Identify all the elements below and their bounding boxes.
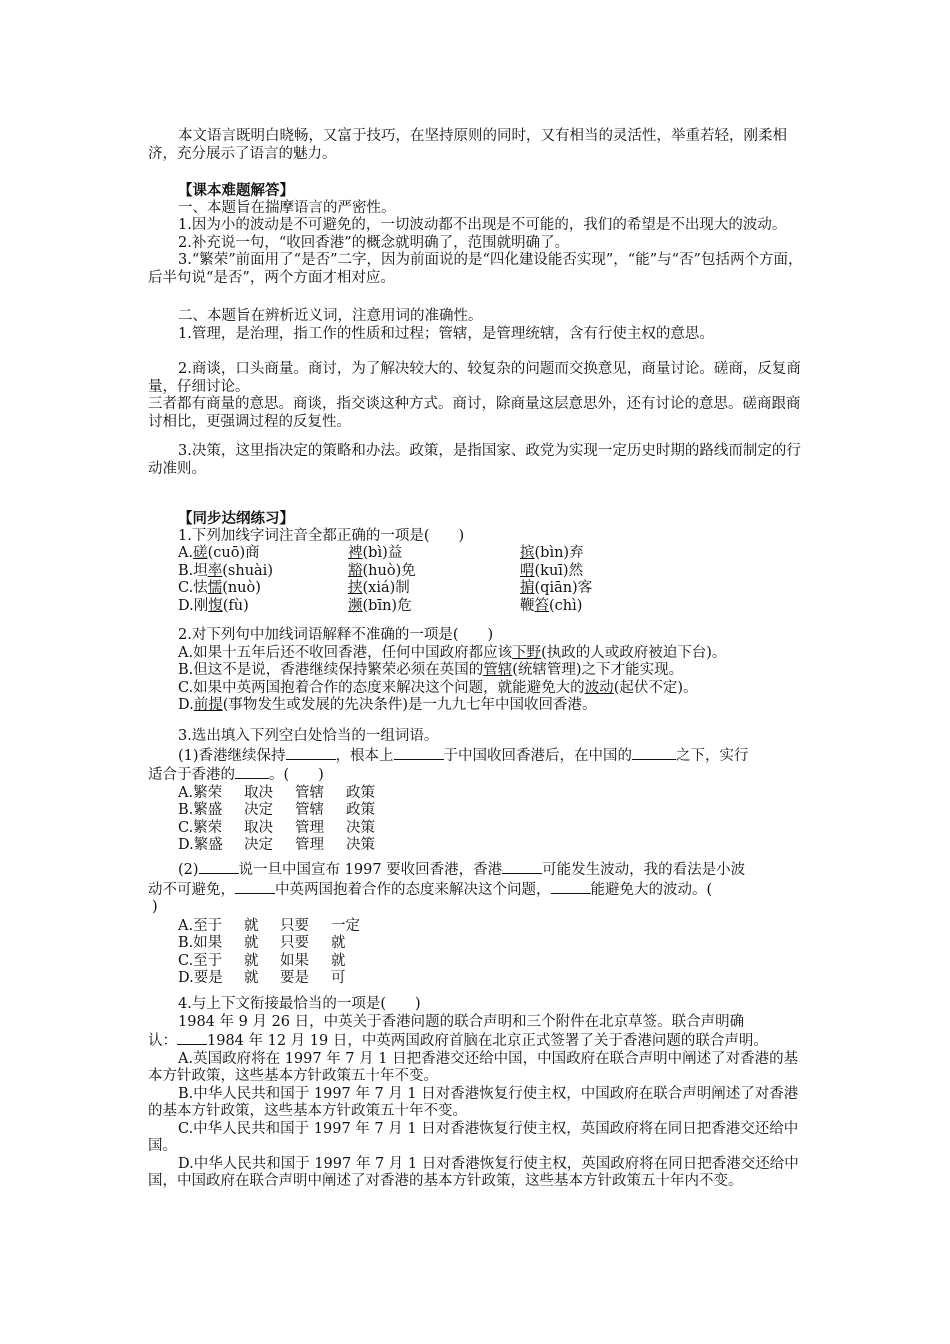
q2-option-d: D.前提(事物发生或发展的先决条件)是一九九七年中国收回香港。 [178,697,597,713]
q3-part1-option-c: C.繁荣 取决 管理 决策 [178,819,375,836]
q3-part2-option-d: D.要是 就 要是 可 [178,970,346,986]
q3-part2-line2: 动不可避免， 中英两国抱着合作的态度来解决这个问题， 能避免大的波动。( [148,881,713,898]
answers-q2-item-3: 3.决策，这里指决定的策略和办法。政策，是指国家、政党为实现一定历史时期的路线而制定的行动准则。 [148,443,801,477]
answers-section [148,182,808,287]
intro-paragraph: 本文语言既明白晓畅，又富于技巧，在坚持原则的同时，又有相当的灵活性，举重若轻，刚柔相济，充分展示了语言的魅力。 [148,128,787,162]
q4-option-d: D.中华人民共和国于 1997 年 7 月 1 日对香港恢复行使主权，英国政府将在同日把香港交还给中国，中国政府在联合声明中阐述了对香港的基本方针政策，这些基本方针政策五十年内不变。 [148,1155,799,1189]
answers-q1-item-3: 3.“繁荣”前面用了“是否”二字，因为前面说的是“四化建设能否实现”，“能”与“否”包括两个方面，后半句说“是否”，两个方面才相对应。 [148,252,803,286]
q3-part1-options [148,785,808,855]
intro-section [148,128,808,163]
q3-section [148,728,808,855]
q3-part1-option-a: A.繁荣 取决 管辖 政策 [178,784,375,801]
answers-q2-item-2b: 三者都有商量的意思。商谈，指交谈这种方式。商讨，除商量这层意思外，还有讨论的意思。磋商跟商讨相比，更强调过程的反复性。 [148,396,801,430]
q3-part1-option-d: D.繁盛 决定 管理 决策 [178,837,375,853]
q3-part2-section [148,860,808,988]
q4-option-b: B.中华人民共和国于 1997 年 7 月 1 日对香港恢复行使主权，中国政府在联合声明阐述了对香港的基本方针政策，这些基本方针政策五十年不变。 [148,1085,799,1119]
q4-context-line1: 1984 年 9 月 26 日，中英关于香港问题的联合声明和三个附件在北京草签。联合声明确 [178,1013,745,1030]
answers-q2-item-2a: 2.商谈，口头商量。商讨，为了解决较大的、较复杂的问题而交换意见，商量讨论。磋商，反复商量，仔细讨论。 [148,361,801,395]
q3-part2-option-b: B.如果 就 只要 就 [178,935,346,951]
q3-part1-line1: (1)香港继续保持 ，根本上 于中国收回香港后，在中国的 之下，实行 [178,747,749,764]
q2-option-b: B.但这不是说，香港继续保持繁荣必须在英国的管辖(统辖管理)之下才能实现。 [178,662,684,678]
answers-q2-item-3-section [148,443,808,478]
q3-part1-line2: 适合于香港的 。( ) [148,767,324,783]
q4-context-line2: 认： 1984 年 12 月 19 日，中英两国政府首脑在北京正式签署了关于香港问题的联合声明。 [148,1033,768,1049]
q1-options [148,545,808,615]
q4-option-c: C.中华人民共和国于 1997 年 7 月 1 日对香港恢复行使主权，英国政府将在同日把香港交还给中国。 [148,1120,799,1154]
q3-part2-option-a: A.至于 就 只要 一定 [178,917,360,934]
q3-part1-option-b: B.繁盛 决定 管辖 政策 [178,802,375,818]
q2-stem: 2.对下列句中加线词语解释不准确的一项是( ) [178,627,494,643]
q2-section [148,627,808,715]
q4-stem: 4.与上下文衔接最恰当的一项是( ) [178,996,421,1012]
q2-option-a: A.如果十五年后还不收回香港，任何中国政府都应该下野(执政的人或政府被迫下台)。 [178,644,727,661]
q1-option-a: A.磋(cuō)商 裨(bì)益 摈(bìn)弃 [178,545,584,561]
q4-section [148,996,808,1191]
q1-option-c: C.怯懦(nuò) 挟(xiá)制 掮(qiān)客 [178,580,593,596]
answers-q2-item-2-section [148,361,808,431]
answers-q1-title: 一、本题旨在揣摩语言的严密性。 [178,199,396,216]
q3-part2-line1: (2) 说一旦中国宣布 1997 要收回香港，香港 可能发生波动，我的看法是小波 [178,862,746,878]
answers-q2-item-1: 1.管理，是治理，指工作的性质和过程；管辖，是管理统辖，含有行使主权的意思。 [178,325,714,342]
q2-option-c: C.如果中英两国抱着合作的态度来解决这个问题，就能避免大的波动(起伏不定)。 [178,679,698,696]
q3-part2-line3: ) [152,899,158,915]
q1-stem: 1.下列加线字词注音全都正确的一项是( ) [178,527,465,544]
q1-option-d: D.刚愎(fù) 濒(bīn)危 鞭笞(chì) [178,597,583,614]
answers-q2-title: 二、本题旨在辨析近义词，注意用词的准确性。 [178,308,483,324]
answers-q1-item-2: 2.补充说一句，“收回香港”的概念就明确了，范围就明确了。 [178,234,570,251]
q1-option-b: B.坦率(shuài) 豁(huò)免 喟(kuī)然 [178,562,584,579]
q3-part2-options [148,918,808,988]
q3-part2-option-c: C.至于 就 如果 就 [178,952,346,969]
answers-heading: 【课本难题解答】 [178,182,294,199]
exercises-heading: 【同步达纲练习】 [178,510,294,527]
q4-option-a: A.英国政府将在 1997 年 7 月 1 日把香港交还给中国，中国政府在联合声明中阐述了对香港的基本方针政策，这些基本方针政策五十年不变。 [148,1050,799,1084]
q3-stem: 3.选出填入下列空白处恰当的一组词语。 [178,728,439,744]
exercises-section [148,510,808,615]
answers-q1-item-1: 1.因为小的波动是不可避免的，一切波动都不出现是不可能的，我们的希望是不出现大的波动。 [178,217,787,233]
answers-q2-section [148,308,808,343]
